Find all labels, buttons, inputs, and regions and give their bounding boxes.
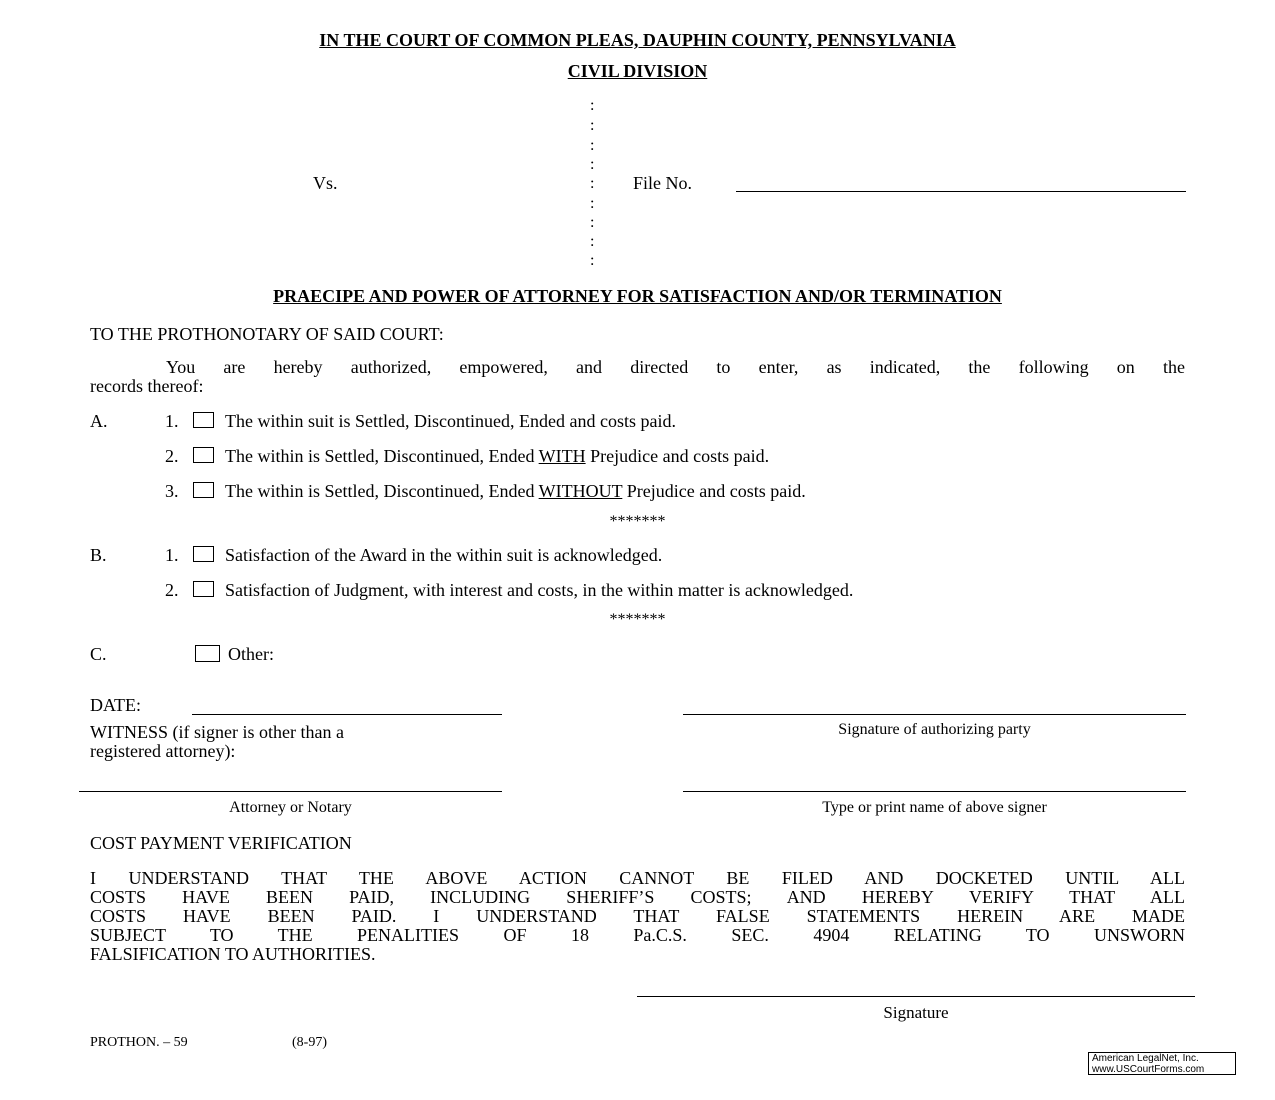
witness-label-line-2: registered attorney): bbox=[90, 741, 236, 761]
option-c-label: Other: bbox=[228, 644, 274, 664]
option-a1-checkbox[interactable] bbox=[193, 412, 214, 428]
separator: ******* bbox=[609, 513, 666, 530]
option-a3-text-end: Prejudice and costs paid. bbox=[622, 481, 806, 501]
separator: ******* bbox=[609, 611, 666, 628]
caption-colon: : bbox=[590, 195, 595, 212]
attorney-caption: Attorney or Notary bbox=[229, 799, 352, 816]
option-a2-emphasis: WITH bbox=[538, 446, 586, 466]
option-c-checkbox[interactable] bbox=[195, 645, 220, 662]
option-a2-label bbox=[225, 446, 769, 467]
print-name-caption: Type or print name of above signer bbox=[822, 799, 1047, 816]
addressee: TO THE PROTHONOTARY OF SAID COURT: bbox=[90, 324, 444, 344]
form-title: PRAECIPE AND POWER OF ATTORNEY FOR SATISFACTION AND/OR TERMINATION bbox=[273, 286, 1002, 306]
authorizing-signature-line[interactable] bbox=[683, 714, 1186, 715]
option-b1-checkbox[interactable] bbox=[193, 546, 214, 562]
caption-colon: : bbox=[590, 214, 595, 231]
division-title: CIVIL DIVISION bbox=[567, 61, 708, 81]
option-a2-checkbox[interactable] bbox=[193, 447, 214, 463]
section-c-letter: C. bbox=[90, 644, 107, 664]
court-title: IN THE COURT OF COMMON PLEAS, DAUPHIN COUNTY, PENNSYLVANIA bbox=[319, 30, 956, 50]
authorizing-signature-caption: Signature of authorizing party bbox=[838, 721, 1031, 738]
print-name-line[interactable] bbox=[683, 791, 1186, 792]
form-revision: (8-97) bbox=[292, 1035, 327, 1050]
caption-colon: : bbox=[590, 137, 595, 154]
verification-signature-caption: Signature bbox=[883, 1003, 949, 1022]
vs-label: Vs. bbox=[313, 173, 338, 193]
caption-colon: : bbox=[590, 175, 595, 192]
option-b2-number: 2. bbox=[165, 580, 179, 600]
option-a3-checkbox[interactable] bbox=[193, 482, 214, 498]
verification-line-1: I UNDERSTAND THAT THE ABOVE ACTION CANNOT BE FILED AND DOCKETED UNTIL ALL bbox=[90, 868, 1185, 888]
caption-colon: : bbox=[590, 252, 595, 269]
option-a3-label bbox=[225, 481, 806, 502]
caption-colon: : bbox=[590, 156, 595, 173]
publisher-name: American LegalNet, Inc. bbox=[1092, 1053, 1199, 1064]
date-field[interactable] bbox=[192, 714, 502, 715]
option-b2-label: Satisfaction of Judgment, with interest and costs, in the within matter is acknowledged. bbox=[225, 580, 854, 600]
option-b2-checkbox[interactable] bbox=[193, 581, 214, 597]
option-a2-text: The within is Settled, Discontinued, Ended bbox=[225, 446, 539, 466]
option-a3-emphasis: WITHOUT bbox=[538, 481, 623, 501]
file-no-field[interactable] bbox=[736, 191, 1186, 192]
verification-heading: COST PAYMENT VERIFICATION bbox=[90, 833, 352, 853]
option-a1-label: The within suit is Settled, Discontinued, Ended and costs paid. bbox=[225, 411, 676, 431]
option-b1-number: 1. bbox=[165, 545, 179, 565]
verification-line-5: FALSIFICATION TO AUTHORITIES. bbox=[90, 944, 376, 964]
option-a2-number: 2. bbox=[165, 446, 179, 466]
section-b-letter: B. bbox=[90, 545, 107, 565]
caption-colon: : bbox=[590, 233, 595, 250]
verification-line-4: SUBJECT TO THE PENALITIES OF 18 Pa.C.S. SEC. 4904 RELATING TO UNSWORN bbox=[90, 925, 1185, 945]
section-a-letter: A. bbox=[90, 411, 108, 431]
verification-signature-line[interactable] bbox=[637, 996, 1195, 997]
option-a2-text-end: Prejudice and costs paid. bbox=[585, 446, 770, 466]
verification-line-3: COSTS HAVE BEEN PAID. I UNDERSTAND THAT FALSE STATEMENTS HEREIN ARE MADE bbox=[90, 906, 1185, 926]
caption-colon: : bbox=[590, 97, 595, 114]
form-number: PROTHON. – 59 bbox=[90, 1035, 188, 1050]
caption-colon: : bbox=[590, 117, 595, 134]
option-a3-text: The within is Settled, Discontinued, Ended bbox=[225, 481, 539, 501]
file-no-label: File No. bbox=[633, 173, 693, 193]
intro-line-2: records thereof: bbox=[90, 376, 204, 396]
option-a1-number: 1. bbox=[165, 411, 179, 431]
witness-label-line-1: WITNESS (if signer is other than a bbox=[90, 722, 344, 742]
verification-line-2: COSTS HAVE BEEN PAID, INCLUDING SHERIFF’S COSTS; AND HEREBY VERIFY THAT ALL bbox=[90, 887, 1185, 907]
publisher-stamp bbox=[1088, 1052, 1236, 1075]
option-a3-number: 3. bbox=[165, 481, 179, 501]
publisher-url[interactable]: www.USCourtForms.com bbox=[1092, 1064, 1205, 1075]
attorney-signature-line[interactable] bbox=[79, 791, 502, 792]
option-b1-label: Satisfaction of the Award in the within suit is acknowledged. bbox=[225, 545, 663, 565]
date-label: DATE: bbox=[90, 695, 141, 715]
intro-line-1: You are hereby authorized, empowered, and directed to enter, as indicated, the following on the bbox=[166, 357, 1185, 377]
